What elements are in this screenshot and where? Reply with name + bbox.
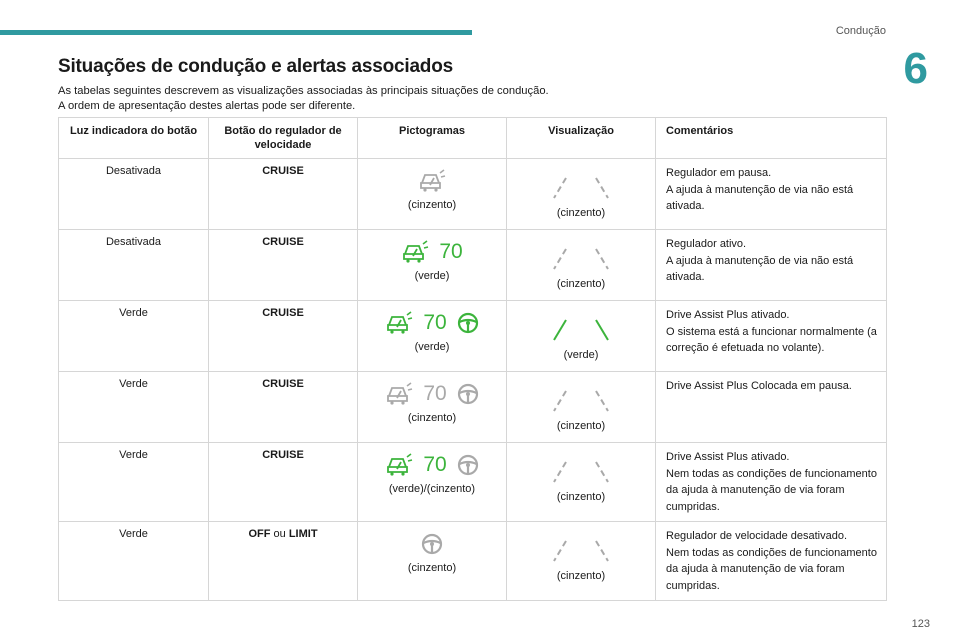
pictogram-caption: (verde)/(cinzento) bbox=[388, 483, 476, 495]
header-cell: Pictogramas bbox=[358, 118, 507, 159]
comment-line: Regulador ativo. bbox=[666, 238, 747, 250]
pictogram-group bbox=[364, 234, 500, 270]
visualization-cell bbox=[507, 301, 656, 372]
light-cell: Desativada bbox=[59, 230, 209, 301]
pictogram-cell bbox=[358, 443, 507, 522]
header-cell: Botão do regulador de velocidade bbox=[209, 118, 358, 159]
steering-wheel-icon bbox=[457, 312, 479, 334]
button-cell bbox=[209, 372, 358, 443]
table-row bbox=[59, 301, 887, 372]
comment-line: Regulador de velocidade desativado. bbox=[666, 530, 848, 542]
speed-value: 70 bbox=[439, 240, 463, 263]
pictogram-group bbox=[364, 447, 500, 483]
comment-cell bbox=[656, 159, 887, 230]
pictogram-cell bbox=[358, 159, 507, 230]
cruise-control-icon bbox=[418, 169, 446, 193]
comment-line: O sistema está a funcionar normalmente (a correção é efetuada no volante). bbox=[666, 325, 877, 354]
visualization-cell bbox=[507, 159, 656, 230]
speed-value: 70 bbox=[423, 453, 447, 476]
table-header-row bbox=[59, 118, 887, 159]
button-connector: ou bbox=[273, 528, 286, 540]
button-label: CRUISE bbox=[262, 378, 304, 390]
header-cell: Visualização bbox=[507, 118, 656, 159]
chapter-number: 6 bbox=[903, 44, 928, 93]
visualization-caption: (cinzento) bbox=[556, 207, 606, 219]
comment-line: Drive Assist Plus Colocada em pausa. bbox=[666, 380, 852, 392]
alerts-table bbox=[58, 117, 887, 601]
comment-cell bbox=[656, 522, 887, 601]
lane-markings-icon bbox=[552, 177, 610, 199]
intro-line: As tabelas seguintes descrevem as visualizações associadas às principais situações de condução. bbox=[58, 85, 549, 97]
comment-line: Drive Assist Plus ativado. bbox=[666, 309, 790, 321]
pictogram-caption: (cinzento) bbox=[407, 412, 457, 424]
pictogram-group bbox=[364, 305, 500, 341]
table-row bbox=[59, 372, 887, 443]
visualization-caption: (cinzento) bbox=[556, 491, 606, 503]
button-cell bbox=[209, 230, 358, 301]
button-cell bbox=[209, 159, 358, 230]
steering-wheel-icon bbox=[457, 454, 479, 476]
table-row bbox=[59, 443, 887, 522]
visualization-group bbox=[513, 384, 649, 418]
header-bar bbox=[0, 30, 472, 35]
comment-cell bbox=[656, 443, 887, 522]
steering-wheel-icon bbox=[421, 533, 443, 555]
intro-line: A ordem de apresentação destes alertas pode ser diferente. bbox=[58, 99, 356, 112]
visualization-cell bbox=[507, 443, 656, 522]
visualization-cell bbox=[507, 522, 656, 601]
pictogram-caption: (verde) bbox=[414, 270, 450, 282]
visualization-cell bbox=[507, 230, 656, 301]
visualization-cell bbox=[507, 372, 656, 443]
comment-line: Regulador em pausa. bbox=[666, 167, 772, 179]
comment-line: A ajuda à manutenção de via não está ativada. bbox=[666, 183, 854, 212]
header-cell: Comentários bbox=[656, 118, 887, 159]
comment-cell bbox=[656, 372, 887, 443]
table-row bbox=[59, 230, 887, 301]
light-cell: Verde bbox=[59, 522, 209, 601]
speed-value: 70 bbox=[423, 311, 447, 334]
light-cell: Desativada bbox=[59, 159, 209, 230]
pictogram-group bbox=[364, 376, 500, 412]
button-cell bbox=[209, 443, 358, 522]
button-label: CRUISE bbox=[262, 236, 304, 248]
comment-line: Nem todas as condições de funcionamento da ajuda à manutenção de via foram cumpridas. bbox=[666, 546, 877, 592]
light-cell: Verde bbox=[59, 372, 209, 443]
lane-markings-icon bbox=[552, 390, 610, 412]
lane-markings-icon bbox=[552, 461, 610, 483]
cruise-control-icon bbox=[385, 453, 413, 477]
chapter-name: Condução bbox=[835, 25, 886, 37]
lane-markings-icon bbox=[552, 319, 610, 341]
pictogram-caption: (cinzento) bbox=[407, 199, 457, 211]
button-label: CRUISE bbox=[262, 165, 304, 177]
button-label: CRUISE bbox=[262, 449, 304, 461]
cruise-control-icon bbox=[385, 382, 413, 406]
visualization-group bbox=[513, 313, 649, 347]
pictogram-caption: (cinzento) bbox=[407, 562, 457, 574]
visualization-group bbox=[513, 455, 649, 489]
visualization-group bbox=[513, 242, 649, 276]
pictogram-cell bbox=[358, 522, 507, 601]
comment-line: Drive Assist Plus ativado. bbox=[666, 451, 790, 463]
visualization-caption: (verde) bbox=[563, 349, 599, 361]
button-label: CRUISE bbox=[262, 307, 304, 319]
table-row bbox=[59, 159, 887, 230]
visualization-group bbox=[513, 171, 649, 205]
header-cell: Luz indicadora do botão bbox=[59, 118, 209, 159]
comment-cell bbox=[656, 301, 887, 372]
comment-line: Nem todas as condições de funcionamento da ajuda à manutenção de via foram cumpridas. bbox=[666, 467, 877, 513]
button-cell bbox=[209, 301, 358, 372]
page-number: 123 bbox=[911, 618, 930, 630]
comment-line: A ajuda à manutenção de via não está ativada. bbox=[666, 254, 854, 283]
speed-value: 70 bbox=[423, 382, 447, 405]
page-title: Situações de condução e alertas associados bbox=[58, 56, 453, 77]
intro bbox=[58, 84, 549, 113]
pictogram-group bbox=[364, 526, 500, 562]
table-row bbox=[59, 522, 887, 601]
button-label: OFF bbox=[248, 528, 271, 540]
light-cell: Verde bbox=[59, 301, 209, 372]
comment-cell bbox=[656, 230, 887, 301]
visualization-caption: (cinzento) bbox=[556, 278, 606, 290]
light-cell: Verde bbox=[59, 443, 209, 522]
button-cell bbox=[209, 522, 358, 601]
visualization-caption: (cinzento) bbox=[556, 570, 606, 582]
pictogram-cell bbox=[358, 230, 507, 301]
visualization-group bbox=[513, 534, 649, 568]
visualization-caption: (cinzento) bbox=[556, 420, 606, 432]
steering-wheel-icon bbox=[457, 383, 479, 405]
cruise-control-icon bbox=[401, 240, 429, 264]
pictogram-caption: (verde) bbox=[414, 341, 450, 353]
lane-markings-icon bbox=[552, 248, 610, 270]
cruise-control-icon bbox=[385, 311, 413, 335]
lane-markings-icon bbox=[552, 540, 610, 562]
pictogram-group bbox=[364, 163, 500, 199]
pictogram-cell bbox=[358, 301, 507, 372]
pictogram-cell bbox=[358, 372, 507, 443]
button-label-alt: LIMIT bbox=[288, 528, 318, 540]
